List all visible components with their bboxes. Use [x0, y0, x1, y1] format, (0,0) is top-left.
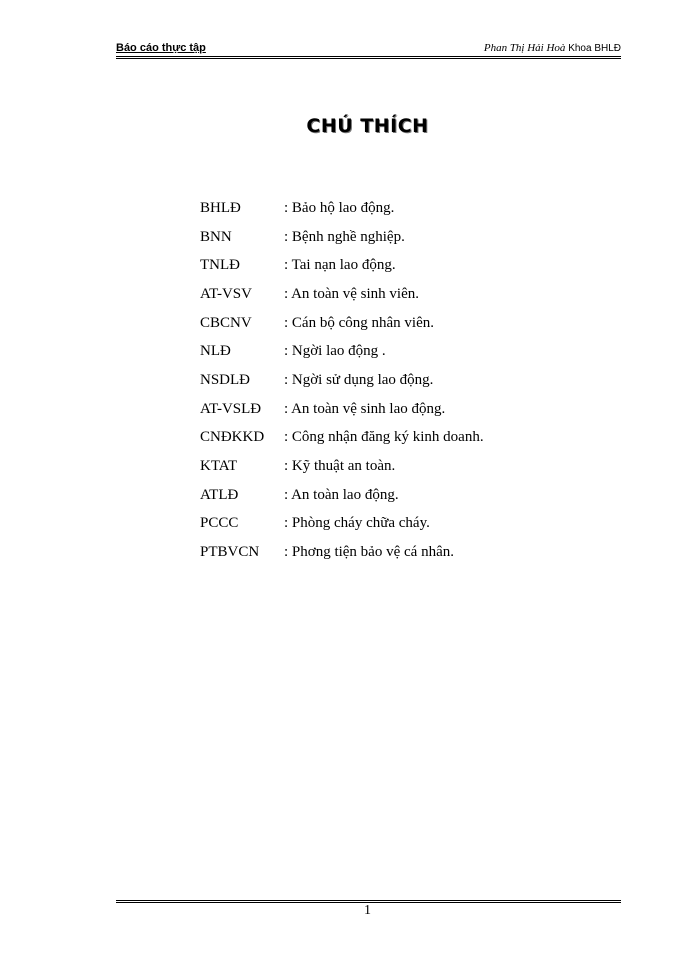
header-divider — [116, 56, 621, 59]
abbreviation-definition: : Tai nạn lao động. — [284, 257, 396, 274]
abbreviation: PCCC — [200, 515, 239, 532]
abbreviation-row — [200, 280, 620, 309]
report-title-header: Báo cáo thực tập — [116, 42, 206, 54]
abbreviation: BHLĐ — [200, 199, 241, 216]
abbreviation-definition: : Bảo hộ lao động. — [284, 199, 395, 216]
abbreviation-row — [200, 452, 620, 481]
abbreviation-row — [200, 424, 620, 453]
abbreviation-row — [200, 510, 620, 539]
abbreviation: PTBVCN — [200, 544, 260, 561]
abbreviation: CBCNV — [200, 314, 252, 331]
abbreviation-definition: : An toàn lao động. — [284, 486, 399, 503]
abbreviation-definition: : Phơng tiện bảo vệ cá nhân. — [284, 544, 454, 561]
abbreviation: AT-VSLĐ — [200, 400, 262, 417]
page-number: 1 — [364, 903, 371, 918]
abbreviation: NSDLĐ — [200, 371, 251, 388]
abbreviation: TNLĐ — [200, 257, 240, 274]
author-department-header — [484, 42, 621, 54]
abbreviation-row — [200, 366, 620, 395]
abbreviation: CNĐKKD — [200, 429, 265, 446]
abbreviation-definition: : An toàn vệ sinh viên. — [284, 285, 419, 302]
abbreviation-row — [200, 309, 620, 338]
department-name: Khoa BHLĐ — [568, 43, 621, 54]
abbreviation: BNN — [200, 228, 232, 245]
abbreviation: KTAT — [200, 458, 238, 475]
abbreviation-definition: : Cán bộ công nhân viên. — [284, 314, 434, 331]
abbreviation-row — [200, 337, 620, 366]
abbreviation: AT-VSV — [200, 285, 252, 302]
author-name: Phan Thị Hải Hoà — [483, 42, 566, 54]
abbreviation-row — [200, 481, 620, 510]
abbreviation-definition: : Kỹ thuật an toàn. — [284, 458, 396, 475]
abbreviation-list — [200, 194, 620, 567]
abbreviation-definition: : Bệnh nghề nghiệp. — [284, 228, 405, 245]
abbreviation-definition: : Công nhận đăng ký kinh doanh. — [284, 429, 484, 446]
abbreviation-definition: : Phòng cháy chữa cháy. — [284, 515, 430, 532]
abbreviation: ATLĐ — [200, 486, 239, 503]
page-title: CHÚ THÍCH — [306, 115, 429, 137]
abbreviation-row — [200, 395, 620, 424]
abbreviation-row — [200, 538, 620, 567]
abbreviation-definition: : Ngời lao động . — [284, 343, 386, 360]
abbreviation: NLĐ — [200, 343, 231, 360]
abbreviation-definition: : An toàn vệ sinh lao động. — [284, 400, 446, 417]
abbreviation-definition: : Ngời sử dụng lao động. — [284, 371, 434, 388]
page-header — [116, 40, 621, 58]
abbreviation-row — [200, 223, 620, 252]
abbreviation-row — [200, 251, 620, 280]
abbreviation-row — [200, 194, 620, 223]
